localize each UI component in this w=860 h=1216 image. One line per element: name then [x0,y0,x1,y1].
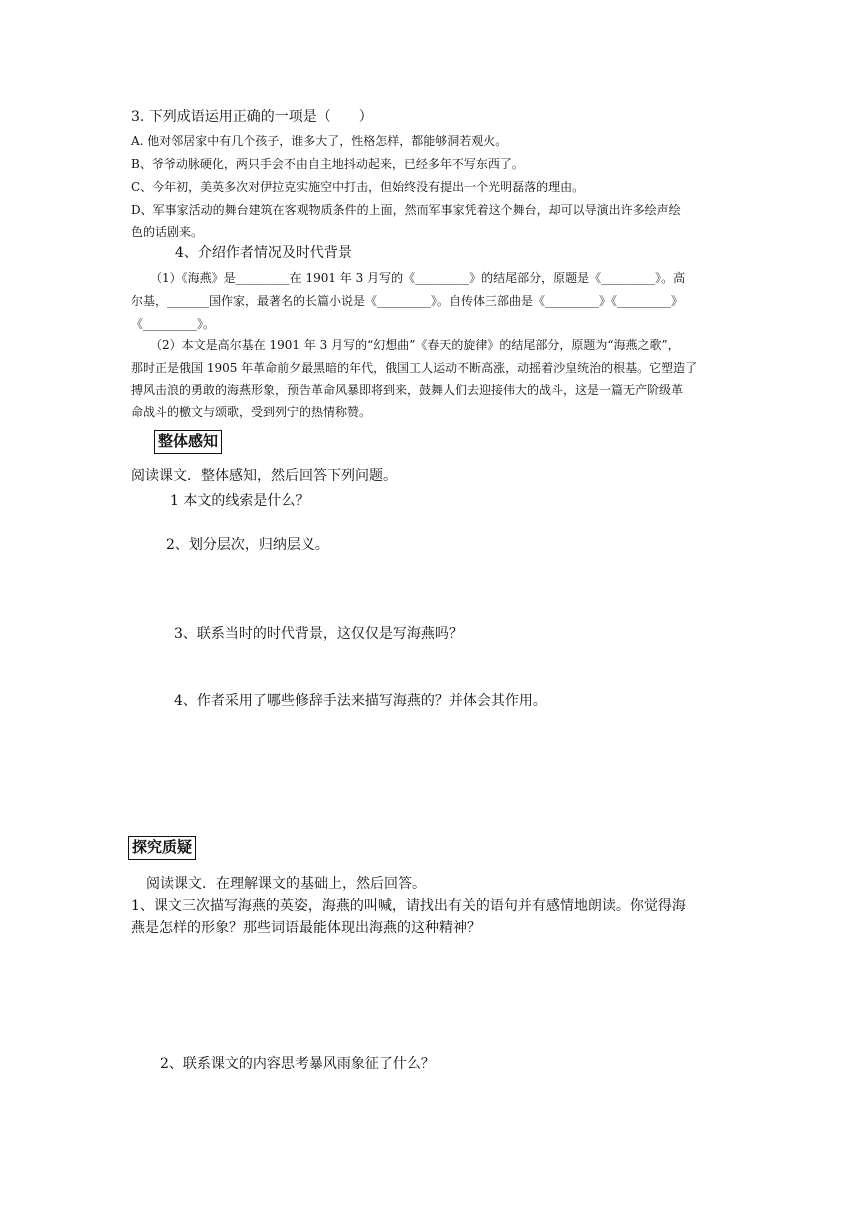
author-info-line-1: （1）《海燕》是_________在 1901 年 3 月写的《_________》的结尾部分，原题是《_________》。高 [150,271,686,285]
inquiry-question-2: 2、联系课文的内容思考暴风雨象征了什么？ [160,1056,435,1072]
option-b: B、爷爷动脉硬化，两只手会不由自主地抖动起来，已经多年不写东西了。 [131,157,524,171]
section-4-heading: 4、介绍作者情况及时代背景 [175,245,352,261]
inquiry-question-1-line-1: 1、课文三次描写海燕的英姿，海燕的叫喊，请找出有关的语句并有感情地朗读。你觉得海 [131,898,686,914]
overall-perception-heading: 整体感知 [154,430,222,454]
option-c: C、今年初，美英多次对伊拉克实施空中打击，但始终没有提出一个光明磊落的理由。 [131,180,585,194]
option-d-line-1: D、军事家活动的舞台建筑在客观物质条件的上面，然而军事家凭着这个舞台，却可以导演出许多绘声绘 [131,203,681,217]
author-info-line-3: 《_________》。 [131,317,216,331]
overall-question-3: 3、联系当时的时代背景，这仅仅是写海燕吗？ [174,626,463,642]
inquiry-question-1-line-2: 燕是怎样的形象？那些词语最能体现出海燕的这种精神？ [131,920,481,936]
background-line-1: （2）本文是高尔基在 1901 年 3 月写的“幻想曲”《春天的旋律》的结尾部分，原题为“海燕之歌”， [150,338,680,352]
overall-intro: 阅读课文．整体感知，然后回答下列问题。 [131,468,397,484]
background-line-3: 搏风击浪的勇敢的海燕形象，预告革命风暴即将到来，鼓舞人们去迎接伟大的战斗，这是一篇无产阶级革 [131,383,684,397]
background-line-2: 那时正是俄国 1905 年革命前夕最黑暗的年代，俄国工人运动不断高涨，动摇着沙皇统治的根基。它塑造了 [131,361,698,375]
author-info-line-2: 尔基，_______国作家，最著名的长篇小说是《_________》。自传体三部曲是《_________》《_________》 [131,294,684,308]
option-a: A. 他对邻居家中有几个孩子，谁多大了，性格怎样，都能够洞若观火。 [131,134,508,148]
overall-question-1: 1 本文的线索是什么？ [170,493,310,509]
overall-question-2: 2、划分层次，归纳层义。 [166,537,329,553]
background-line-4: 命战斗的檄文与颂歌，受到列宁的热情称赞。 [131,405,372,419]
inquiry-intro: 阅读课文．在理解课文的基础上，然后回答。 [146,876,426,892]
option-d-line-2: 色的话剧来。 [131,225,204,239]
question-3-stem: 3. 下列成语运用正确的一项是（ ） [131,109,373,125]
overall-question-4: 4、作者采用了哪些修辞手法来描写海燕的？并体会其作用。 [174,693,547,709]
inquiry-heading: 探究质疑 [128,836,196,860]
